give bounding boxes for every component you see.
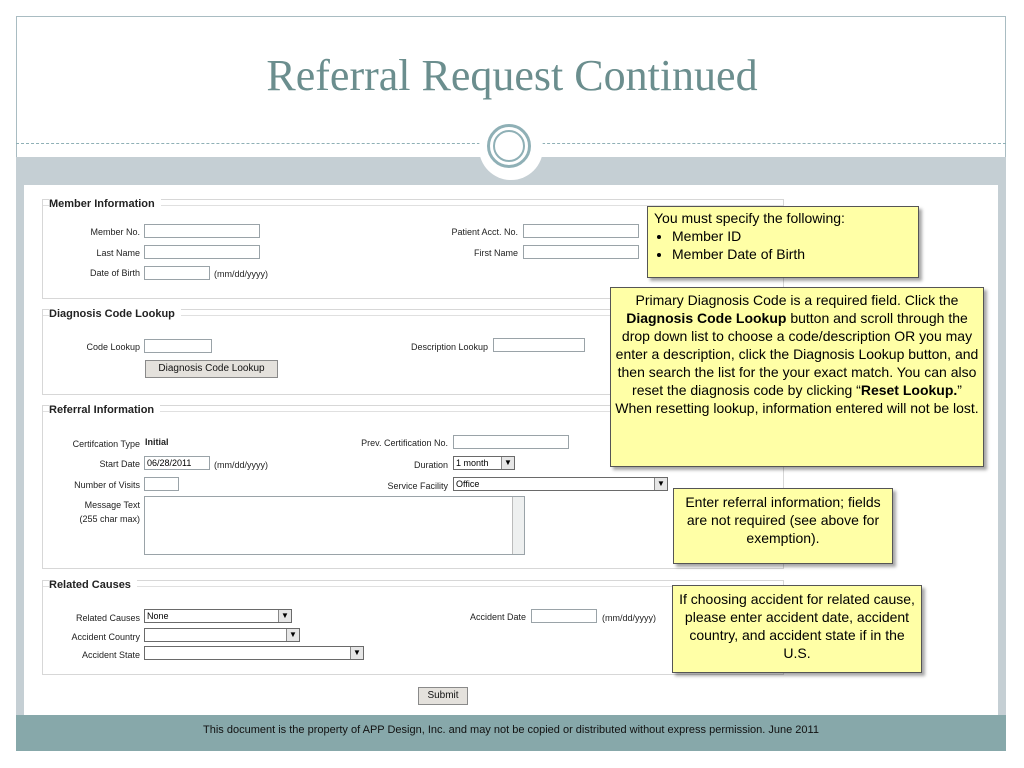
accident-country-select[interactable] [144,628,300,642]
dob-hint: (mm/dd/yyyy) [214,269,268,279]
related-callout [672,585,922,673]
duration-label: Duration [413,460,448,470]
diagnosis-code-lookup-button[interactable]: Diagnosis Code Lookup [145,360,278,378]
accident-date-hint: (mm/dd/yyyy) [602,613,656,623]
member-section-title: Member Information [49,198,161,210]
member-no-label: Member No. [90,227,140,237]
related-causes-label: Related Causes [75,613,140,623]
related-callout-text: If choosing accident for related cause, please enter accident date, accident country, and accident state if in the U.S. [679,591,915,661]
chevron-down-icon[interactable]: ▼ [286,629,299,641]
cert-type-value: Initial [145,437,169,447]
member-no-input[interactable] [144,224,260,238]
ring-inner [493,130,525,162]
chevron-down-icon[interactable]: ▼ [350,647,363,659]
code-lookup-input[interactable] [144,339,212,353]
start-date-hint: (mm/dd/yyyy) [214,460,268,470]
prev-cert-input[interactable] [453,435,569,449]
diagnosis-callout-text-3: ” When resetting lookup, information entered will not be lost. [615,382,979,416]
prev-cert-label: Prev. Certification No. [361,438,448,448]
num-visits-input[interactable] [144,477,179,491]
diagnosis-callout-text-1: Primary Diagnosis Code is a required field. Click the [635,292,959,308]
footer-bar [16,715,1006,751]
message-label: Message Text [84,500,140,510]
cert-type-label: Certifcation Type [72,439,140,449]
diagnosis-callout-bold-2: Reset Lookup. [860,382,958,398]
first-name-label: First Name [473,248,518,258]
service-facility-label: Service Facility [387,481,448,491]
last-name-input[interactable] [144,245,260,259]
footer-text: This document is the property of APP Design, Inc. and may not be copied or distributed without express permission. June 2011 [203,724,819,736]
chevron-down-icon[interactable]: ▼ [654,478,667,490]
num-visits-label: Number of Visits [74,480,140,490]
diagnosis-section-title: Diagnosis Code Lookup [49,308,181,320]
submit-button[interactable]: Submit [418,687,468,705]
code-lookup-label: Code Lookup [86,342,140,352]
member-callout-item: • Member Date of Birth [672,245,912,263]
dob-input[interactable] [144,266,210,280]
service-facility-select[interactable] [453,477,668,491]
accident-state-select[interactable] [144,646,364,660]
member-callout [647,206,919,278]
duration-value: 1 month [456,458,489,468]
message-textarea[interactable] [144,496,525,555]
member-callout-item: • Member ID [672,227,912,245]
dob-label: Date of Birth [89,268,140,278]
referral-callout [673,488,893,564]
diagnosis-callout-text-2: button and scroll through the drop down list to choose a code/description OR you may enter a description, click the Diagnosis Lookup button, and then search the list for the your exact match. You can also reset the diagnosis code by clicking “ [615,310,979,398]
chevron-down-icon[interactable]: ▼ [278,610,291,622]
frame-left [16,185,24,715]
last-name-label: Last Name [96,248,140,258]
related-section-title: Related Causes [49,579,137,591]
diagnosis-callout [610,287,984,467]
duration-select[interactable] [453,456,515,470]
service-facility-value: Office [456,479,480,489]
referral-section-title: Referral Information [49,404,160,416]
scrollbar[interactable] [512,497,524,554]
patient-acct-input[interactable] [523,224,639,238]
accident-date-input[interactable] [531,609,597,623]
slide-title: Referral Request Continued [266,51,758,100]
description-lookup-input[interactable] [493,338,585,352]
frame-right [998,185,1006,715]
start-date-input[interactable]: 06/28/2011 [144,456,210,470]
accident-state-label: Accident State [81,650,140,660]
start-date-label: Start Date [99,459,140,469]
diagnosis-callout-bold-1: Diagnosis Code Lookup [626,310,787,326]
patient-acct-label: Patient Acct. No. [451,227,518,237]
message-sublabel: (255 char max) [79,514,140,524]
chevron-down-icon[interactable]: ▼ [501,457,514,469]
related-causes-select[interactable] [144,609,292,623]
related-causes-value: None [147,611,169,621]
accident-date-label: Accident Date [469,612,526,622]
description-lookup-label: Description Lookup [410,342,488,352]
member-callout-title: You must specify the following: [654,210,845,226]
referral-callout-text: Enter referral information; fields are not required (see above for exemption). [685,494,881,546]
member-callout-list [654,227,912,263]
accident-country-label: Accident Country [71,632,140,642]
first-name-input[interactable] [523,245,639,259]
